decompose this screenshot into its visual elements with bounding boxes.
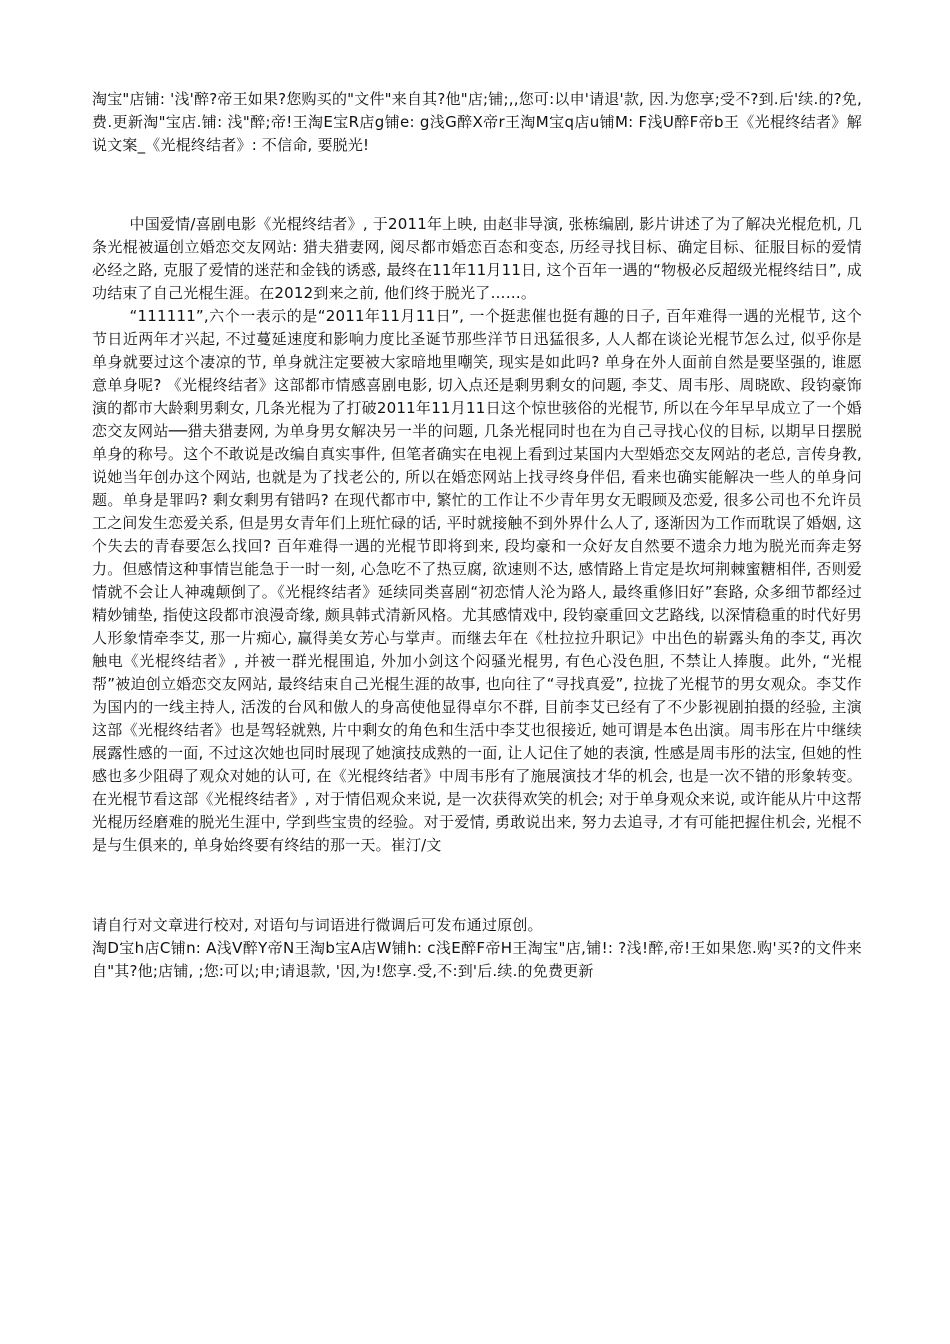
footer-notes <box>92 914 862 983</box>
document-page <box>92 88 862 983</box>
footer-shop-line: 淘D宝h店C铺n: A浅V醉Y帝N王淘b宝A店W铺h: c浅E醉F帝H王淘宝"店,铺!: ?浅!醉,帝!王如果您.购'买?的文件来自"其?他;店铺, ;您:可以;申;请退款, '因,为!您享.受,不:到'后.续.的免费更新 <box>92 939 862 980</box>
article-paragraph-intro: 中国爱情/喜剧电影《光棍终结者》, 于2011年上映, 由赵非导演, 张栋编剧, 影片讲述了为了解决光棍危机, 几条光棍被逼创立婚恋交友网站: 猎夫猎妻网, 阅尽都市婚恋百态和变态, 历经寻找目标、确定目标、征服目标的爱情必经之路, 克服了爱情的迷茫和金钱的诱惑, 最终在11年11月11日, 这个百年一遇的“物极必反超级光棍终结日”, 成功结束了自己光棍生涯。在2012到来之前, 他们终于脱光了……。 <box>92 215 862 302</box>
article-paragraph-main: “111111”,六个一表示的是“2011年11月11日”, 一个挺悲催也挺有趣的日子, 百年难得一遇的光棍节, 这个节日近两年才兴起, 不过蔓延速度和影响力度比圣诞节那些洋节日迅猛很多, 人人都在谈论光棍节怎么过, 似乎你是单身就要过这个凄凉的节, 单身就注定要被大家暗地里嘲笑, 现实是如此吗? 单身在外人面前自然是要坚强的, 谁愿意单身呢? 《光棍终结者》这部都市情感喜剧电影, 切入点还是剩男剩女的问题, 李艾、周韦彤、周晓欧、段钧豪饰演的都市大龄剩男剩女, 几条光棍为了打破2011年11月11日这个惊世骇俗的光棍节, 所以在今年早早成立了一个婚恋交友网站──猎夫猎妻网, 为单身男女解决另一半的问题, 几条光棍同时也在为自己寻找心仪的目标, 以期早日摆脱单身的称号。这个不敢说是改编自真实事件, 但笔者确实在电视上看到过某国内大型婚恋交友网站的老总, 言传身教, 说她当年创办这个网站, 也就是为了找老公的, 所以在婚恋网站上找寻终身伴侣, 看来也确实能解决一些人的单身问题。单身是罪吗? 剩女剩男有错吗? 在现代都市中, 繁忙的工作让不少青年男女无暇顾及恋爱, 很多公司也不允许员工之间发生恋爱关系, 但是男女青年们上班忙碌的话, 平时就接触不到外界什么人了, 逐渐因为工作而耽误了婚姻, 这个失去的青春要怎么找回? 百年难得一遇的光棍节即将到来, 段均豪和一众好友自然要不遗余力地为脱光而奔走努力。但感情这种事情岂能急于一时一刻, 心急吃不了热豆腐, 欲速则不达, 感情路上肯定是坎坷荆棘蜜糖相伴, 否则爱情就不会让人神魂颠倒了。《光棍终结者》延续同类喜剧“初恋情人沦为路人, 最终重修旧好”套路, 众多细节都经过精妙铺垫, 指使这段都市浪漫奇缘, 颇具韩式清新风格。尤其感情戏中, 段钧豪重回文艺路线, 以深情稳重的时代好男人形象情牵李艾, 那一片痴心, 赢得美女芳心与掌声。而继去年在《杜拉拉升职记》中出色的崭露头角的李艾, 再次触电《光棍终结者》, 并被一群光棍围追, 外加小剑这个闷骚光棍男, 有色心没色胆, 不禁让人捧腹。此外, “光棍帮”被迫创立婚恋交友网站, 最终结束自己光棍生涯的故事, 也向往了“寻找真爱”, 拉拢了光棍节的男女观众。李艾作为国内的一线主持人, 活泼的台风和傲人的身高使他显得卓尔不群, 目前李艾已经有了不少影视剧拍摄的经验, 主演这部《光棍终结者》也是驾轻就熟, 片中剩女的角色和生活中李艾也很接近, 她可谓是本色出演。周韦彤在片中继续展露性感的一面, 不过这次她也同时展现了她演技成熟的一面, 让人记住了她的表演, 性感是周韦彤的法宝, 但她的性感也多少阻碍了观众对她的认可, 在《光棍终结者》中周韦彤有了施展演技才华的机会, 也是一次不错的形象转变。在光棍节看这部《光棍终结者》, 对于情侣观众来说, 是一次获得欢笑的机会; 对于单身观众来说, 或许能从片中这帮光棍历经磨难的脱光生涯中, 学到些宝贵的经验。对于爱情, 勇敢说出来, 努力去追寻, 才有可能把握住机会, 光棍不是与生俱来的, 单身始终要有终结的那一天。崔汀/文 <box>92 307 862 854</box>
header-paragraph: 淘宝"店铺: '浅'醉?帝王如果?您购买的"文件"来自其?他"店;铺;,,您可:以申'请退'款, 因.为您享;受不?到.后'续.的?免,费.更新淘"宝店.铺: 浅"醉;帝!王淘E宝R店g铺e: g浅G醉X帝r王淘M宝q店u铺M: F浅U醉F帝b王《光棍终结者》解说文案_《光棍终结者》: 不信命, 要脱光! <box>92 90 862 154</box>
footer-note-line: 请自行对文章进行校对, 对语句与词语进行微调后可发布通过原创。 <box>92 916 543 934</box>
article-body <box>92 213 862 857</box>
